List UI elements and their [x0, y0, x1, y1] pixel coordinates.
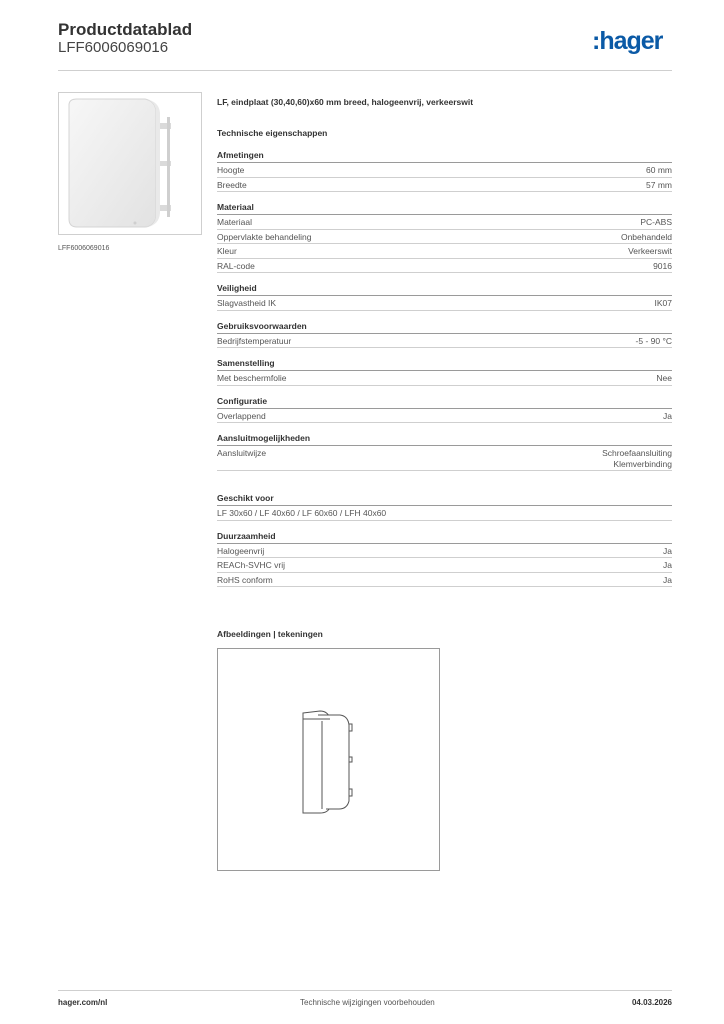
spec-content: [217, 97, 672, 597]
spec-section: [217, 531, 672, 588]
spec-value: [656, 373, 672, 384]
spec-section: [217, 433, 672, 471]
spec-row: [217, 178, 672, 193]
technical-properties-title: Technische eigenschappen: [217, 128, 328, 138]
spec-row: [217, 544, 672, 559]
spec-value: [636, 336, 672, 347]
spec-label: REACh-SVHC vrij: [217, 560, 286, 570]
suitable-for-text: LF 30x60 / LF 40x60 / LF 60x60 / LFH 40x60: [217, 506, 672, 521]
spec-label: RAL-code: [217, 260, 255, 271]
spec-value: [628, 246, 672, 257]
spec-value-line: 57 mm: [646, 179, 672, 190]
spec-row: [217, 409, 672, 424]
spec-value-line: Ja: [663, 560, 672, 570]
spec-row: [217, 259, 672, 274]
section-title: Veiligheid: [217, 283, 672, 296]
spec-label: Halogeenvrij: [217, 545, 265, 556]
spec-row: [217, 558, 672, 573]
spec-value-line: Onbehandeld: [620, 231, 672, 242]
spec-label: Materiaal: [217, 217, 252, 227]
spec-value-line: PC-ABS: [640, 217, 672, 227]
page-title: Productdatablad: [58, 20, 193, 39]
spec-value: [663, 575, 672, 586]
spec-value-line: 60 mm: [646, 165, 672, 175]
spec-label: Overlappend: [217, 410, 266, 421]
spec-row: [217, 163, 672, 178]
hager-logo: [592, 26, 676, 56]
footer-date: 04.03.2026: [631, 998, 672, 1007]
spec-row: [217, 573, 672, 588]
spec-label: Aansluitwijze: [217, 448, 267, 458]
footer-divider: [58, 990, 672, 991]
spec-section: [217, 283, 672, 311]
drawings-title: Afbeeldingen | tekeningen: [217, 629, 323, 639]
section-title: Gebruiksvoorwaarden: [217, 321, 672, 334]
spec-value-line: Ja: [663, 410, 672, 421]
spec-value: [663, 546, 672, 557]
section-title: Aansluitmogelijkheden: [217, 433, 672, 446]
spec-value: [653, 261, 672, 272]
spec-label: RoHS conform: [217, 574, 273, 585]
spec-label: Bedrijfstemperatuur: [217, 335, 292, 346]
section-title: Duurzaamheid: [217, 531, 672, 544]
spec-value: [640, 217, 672, 228]
spec-label: Hoogte: [217, 165, 245, 175]
spec-value: [602, 448, 672, 469]
spec-value: [646, 180, 672, 191]
spec-section: [217, 321, 672, 349]
footer-notice: Technische wijzigingen voorbehouden: [300, 998, 435, 1007]
section-title: Configuratie: [217, 396, 672, 409]
end-plate-photo: [59, 93, 201, 234]
footer-website[interactable]: hager.com/nl: [58, 998, 108, 1007]
thumbnail-caption: LFF6006069016: [58, 245, 110, 252]
spec-row: [217, 244, 672, 259]
spec-value-line: Verkeerswit: [628, 246, 672, 256]
spec-value-line: Schroefaansluiting: [602, 448, 672, 458]
spec-section: [217, 358, 672, 386]
spec-label: Breedte: [217, 179, 247, 190]
spec-row: [217, 215, 672, 230]
technical-drawing: [217, 648, 440, 871]
spec-value-line: Nee: [656, 373, 672, 383]
spec-value-line: Ja: [663, 545, 672, 556]
end-plate-drawing: [218, 649, 439, 870]
sustainability-section: [217, 531, 672, 588]
spec-label: Slagvastheid IK: [217, 298, 277, 308]
spec-row: [217, 296, 672, 311]
product-description: LF, eindplaat (30,40,60)x60 mm breed, halogeenvrij, verkeerswit: [217, 97, 474, 107]
spec-value-line: Klemverbinding: [613, 458, 672, 469]
spec-value: [655, 298, 673, 309]
section-title: Materiaal: [217, 202, 672, 215]
spec-label: Kleur: [217, 246, 237, 256]
spec-value-line: IK07: [654, 298, 672, 308]
spec-value: [663, 411, 672, 422]
svg-text::hager: :hager: [592, 27, 663, 55]
spec-row: [217, 371, 672, 386]
spec-section: [217, 202, 672, 273]
section-title: Afmetingen: [217, 150, 672, 163]
spec-section: [217, 396, 672, 424]
spec-row: [217, 334, 672, 349]
section-title: Samenstelling: [217, 358, 672, 371]
product-code: LFF6006069016: [58, 39, 169, 56]
spec-label: Met beschermfolie: [217, 373, 287, 383]
suitable-for-section: [217, 493, 672, 521]
header-divider: [58, 70, 672, 71]
spec-value-line: 9016: [653, 260, 672, 271]
spec-row: [217, 446, 672, 471]
spec-value-line: Ja: [663, 574, 672, 585]
spec-value: [621, 232, 672, 243]
spec-sections: [217, 150, 672, 471]
spec-value-line: -5 - 90 °C: [635, 335, 672, 346]
spec-section: [217, 150, 672, 192]
spec-value: [646, 165, 672, 176]
spec-label: Oppervlakte behandeling: [217, 231, 312, 242]
spec-row: [217, 230, 672, 245]
spec-value: [663, 560, 672, 571]
suitable-for-title: Geschikt voor: [217, 493, 672, 506]
product-thumbnail: [58, 92, 202, 235]
